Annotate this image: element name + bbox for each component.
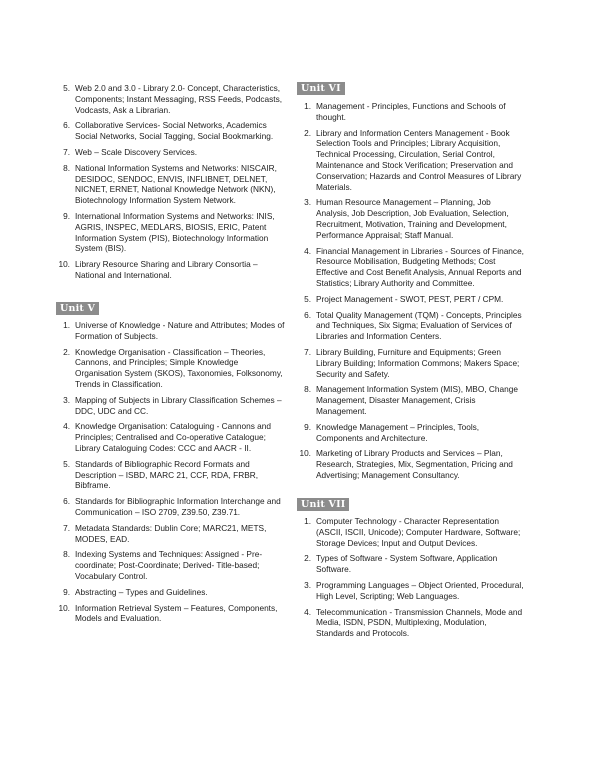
item-number: 4. [304, 245, 311, 256]
list-item [56, 459, 286, 491]
list-item [56, 147, 286, 158]
item-text: Indexing Systems and Techniques: Assigned - Pre-coordinate; Post-Coordinate; Derived- Title-based; Vocabulary Control. [75, 549, 263, 581]
item-text: Universe of Knowledge - Nature and Attributes; Modes of Formation of Subjects. [75, 320, 285, 341]
unit-vi-badge: Unit VI [297, 82, 345, 95]
list-item [297, 128, 525, 193]
list-item [56, 603, 286, 625]
list-item [56, 163, 286, 206]
list-item [297, 422, 525, 444]
list-item [297, 516, 525, 548]
item-text: Collaborative Services- Social Networks, Academics Social Networks, Social Tagging, Social Bookmarking. [75, 120, 274, 142]
item-number: 3. [304, 579, 311, 590]
item-number: 8. [304, 384, 311, 395]
list-item [297, 310, 525, 342]
item-number: 8. [63, 549, 70, 560]
list-item [297, 246, 525, 289]
item-text: Web 2.0 and 3.0 - Library 2.0- Concept, Characteristics, Components; Instant Messaging, RSS Feeds, Podcasts, Vodcasts, Ask a Librarian. [75, 83, 283, 115]
item-text: Knowledge Organisation: Cataloguing - Cannons and Principles; Centralised and Co-operative Catalogue; Library Cataloguing Codes: CCC and AACR - II. [75, 421, 272, 453]
item-text: Information Retrieval System – Features, Components, Models and Evaluation. [75, 602, 278, 624]
unit-iv-continued-list [56, 83, 286, 286]
item-number: 2. [304, 127, 311, 138]
item-number: 7. [63, 522, 70, 533]
item-number: 2. [304, 553, 311, 564]
list-item [297, 347, 525, 379]
item-number: 1. [304, 516, 311, 526]
unit-v-badge: Unit V [56, 302, 99, 315]
list-item [297, 101, 525, 123]
item-number: 6. [63, 496, 70, 507]
item-text: Abstracting – Types and Guidelines. [75, 586, 208, 597]
item-number: 3. [304, 197, 311, 208]
item-text: International Information Systems and Networks: INIS, AGRIS, INSPEC, MEDLARS, BIOSIS, ERIC, Patent Information System (PIS), Biotechnology Information System (BIS). [75, 210, 275, 254]
item-number: 1. [304, 101, 311, 111]
item-number: 4. [63, 421, 70, 432]
list-item [297, 197, 525, 240]
item-number: 10. [299, 448, 311, 459]
item-text: Types of Software - System Software, Application Software. [316, 553, 498, 575]
item-number: 10. [58, 259, 70, 270]
item-text: Metadata Standards: Dublin Core; MARC21, METS, MODES, EAD. [75, 522, 267, 544]
list-item [297, 607, 525, 639]
unit-v-list [56, 320, 286, 629]
item-number: 9. [63, 210, 70, 221]
item-number: 6. [304, 309, 311, 320]
unit-vii-badge: Unit VII [297, 498, 349, 511]
item-text: Standards for Bibliographic Information Interchange and Communication – ISO 2709, Z39.50, Z39.71. [75, 496, 281, 517]
item-number: 2. [63, 346, 70, 357]
item-text: Mapping of Subjects in Library Classification Schemes – DDC, UDC and CC. [75, 394, 282, 416]
item-number: 4. [304, 606, 311, 617]
item-number: 7. [304, 346, 311, 357]
list-item [297, 553, 525, 575]
item-number: 7. [63, 146, 70, 157]
item-text: Knowledge Management – Principles, Tools, Components and Architecture. [316, 421, 480, 443]
list-item [56, 320, 286, 342]
item-text: Project Management - SWOT, PEST, PERT / CPM. [316, 293, 504, 304]
list-item [297, 294, 525, 305]
list-item [56, 83, 286, 115]
list-item [297, 580, 525, 602]
item-number: 3. [63, 394, 70, 405]
item-number: 8. [63, 162, 70, 173]
item-text: Computer Technology - Character Representation (ASCII, ISCII, Unicode); Computer Hardware, Software; Storage Devices; Input and Output Devices. [316, 516, 521, 548]
item-text: Human Resource Management – Planning, Job Analysis, Job Description, Job Evaluation, Selection, Recruitment, Motivation, Training and Development, Performance Appraisal; Staff Manual. [316, 197, 509, 240]
item-number: 5. [63, 458, 70, 469]
list-item [297, 384, 525, 416]
item-number: 9. [304, 421, 311, 432]
item-text: Marketing of Library Products and Services – Plan, Research, Strategies, Mix, Segmentation, Pricing and Advertising; Management Consultancy. [316, 448, 513, 480]
item-text: Telecommunication - Transmission Channels, Mode and Media, ISDN, PSDN, Multiplexing, Modulation, Standards and Protocols. [316, 606, 523, 639]
list-item [56, 347, 286, 390]
item-number: 10. [58, 602, 70, 613]
item-number: 5. [304, 293, 311, 304]
item-number: 9. [63, 586, 70, 597]
list-item [56, 496, 286, 518]
list-item [56, 120, 286, 142]
item-text: Management - Principles, Functions and Schools of thought. [316, 101, 506, 122]
list-item [56, 211, 286, 254]
item-text: Management Information System (MIS), MBO, Change Management, Disaster Management, Crisis Management. [316, 384, 518, 416]
list-item [56, 523, 286, 545]
list-item [297, 448, 525, 480]
item-text: Library and Information Centers Management - Book Selection Tools and Principles; Library Acquisition, Technical Processing, Circulation, Serial Control, Maintenance and Stock Verification; Preservation and Conservation; Hazards and Control Measures of Library Materials. [316, 127, 522, 192]
item-text: Web – Scale Discovery Services. [75, 146, 198, 157]
item-text: Programming Languages – Object Oriented, Procedural, High Level, Scripting; Web Languages. [316, 579, 524, 601]
list-item [56, 549, 286, 581]
item-text: National Information Systems and Networks: NISCAIR, DESIDOC, SENDOC, ENVIS, INFLIBNET, DELNET, NICNET, ERNET, National Knowledge Network (NKN), Biotechnology Information System Network. [75, 162, 277, 206]
list-item [56, 421, 286, 453]
item-text: Standards of Bibliographic Record Formats and Description – ISBD, MARC 21, CCF, RDA, FRBR, Bibframe. [75, 458, 259, 491]
item-number: 5. [63, 83, 70, 93]
item-text: Total Quality Management (TQM) - Concepts, Principles and Techniques, Six Sigma; Evaluation of Services of Libraries and Information Centers. [316, 309, 522, 342]
unit-vii-list [297, 516, 525, 644]
list-item [56, 395, 286, 417]
item-text: Financial Management in Libraries - Sources of Finance, Resource Mobilisation, Budgeting Methods; Cost Effective and Cost Benefit Analysis, Annual Reports and Statistics; Library Authority and Committee. [316, 245, 524, 288]
item-text: Knowledge Organisation - Classification – Theories, Cannons, and Principles; Simple Knowledge Organisation System (SKOS), Taxonomies, Folksonomy, Trends in Classification. [75, 346, 283, 389]
item-number: 6. [63, 120, 70, 131]
unit-vi-list [297, 101, 525, 486]
item-number: 1. [63, 320, 70, 330]
list-item [56, 259, 286, 281]
list-item [56, 587, 286, 598]
item-text: Library Building, Furniture and Equipments; Green Library Building; Information Commons; Makers Space; Security and Safety. [316, 346, 520, 379]
item-text: Library Resource Sharing and Library Consortia – National and International. [75, 259, 258, 280]
